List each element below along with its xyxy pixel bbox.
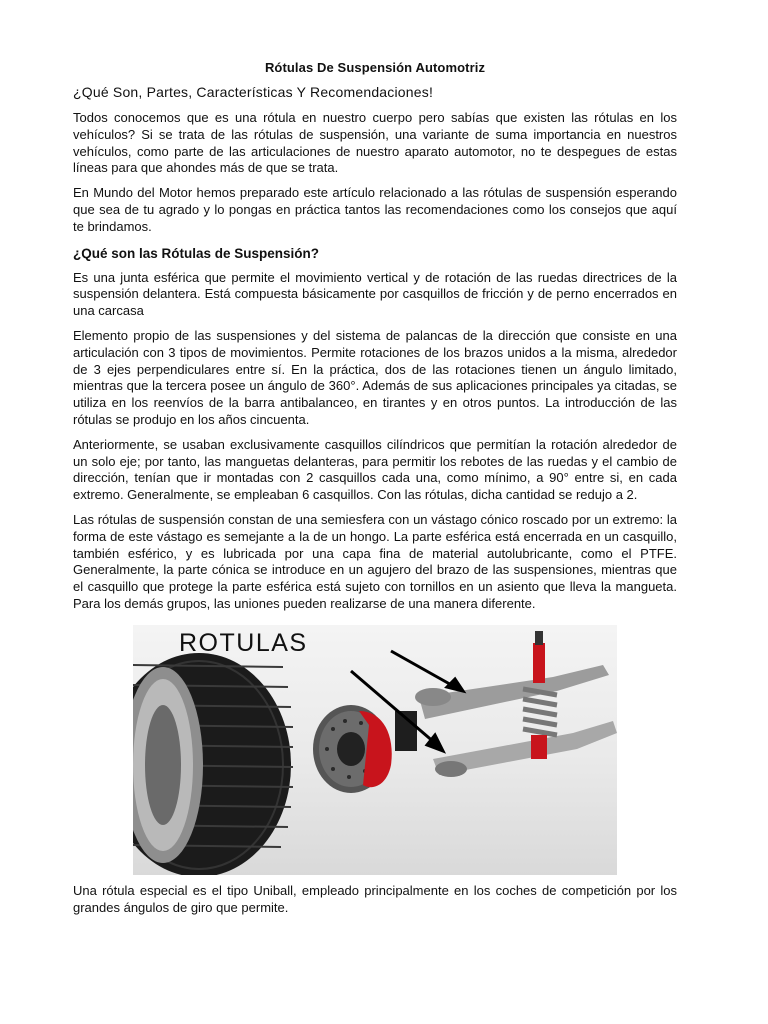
intro-paragraph-1: Todos conocemos que es una rótula en nuestro cuerpo pero sabías que existen las rótulas en los vehículos? Si se trata de las rótulas de suspensión, una variante de suma importancia en nuestros vehículos, como parte de las articulaciones de nuestro aparato automotor, no te despegues de estas líneas para que ahondes más de que se trata. [73,110,677,176]
suspension-illustration-icon [133,625,617,875]
document-title: Rótulas De Suspensión Automotriz [264,60,486,75]
section-heading: ¿Qué son las Rótulas de Suspensión? [73,245,320,261]
document-subtitle: ¿Qué Son, Partes, Características Y Recomendaciones! [73,84,434,100]
section-paragraph-1: Es una junta esférica que permite el movimiento vertical y de rotación de las ruedas directrices de la suspensión delantera. Está compuesta básicamente por casquillos de fricción y de perno encerrados en una carcasa [73,269,677,319]
section-paragraph-2: Elemento propio de las suspensiones y del sistema de palancas de la dirección que consiste en una articulación con 3 tipos de movimientos. Permite rotaciones de los brazos unidos a la misma, alrededor de 3 ejes perpendiculares entre sí. En la práctica, dos de las rotaciones tienen un ángulo limitado, mientras que la tercera posee un ángulo de 360°. Además de sus aplicaciones principales ya citadas, se utiliza en los reenvíos de la barra antibalanceo, en tirantes y en otros puntos. La introducción de las rótulas se produjo en los años cincuenta. [73,327,677,427]
figure-label: ROTULAS [179,628,308,657]
intro-paragraph-2: En Mundo del Motor hemos preparado este artículo relacionado a las rótulas de suspensión esperando que sea de tu agrado y lo pongas en práctica tantos las recomendaciones como los consejos que aquí te brindamos. [73,185,677,234]
tire-graphic [133,653,293,875]
brake-disc-graphic [313,705,392,793]
section-paragraph-3: Anteriormente, se usaban exclusivamente casquillos cilíndricos que permitían la rotación alrededor de un solo eje; por tanto, las manguetas delanteras, para permitir los rebotes de las ruedas y el cambio de dirección, tenían que ir montadas con 2 casquillos cada una, como mínimo, a 90° entre si, en cada extremo. Generalmente, se empleaban 6 casquillos. Con las rótulas, dicha cantidad se redujo a 2. [73,436,677,503]
section-paragraph-4: Las rótulas de suspensión constan de una semiesfera con un vástago cónico roscado por un extremo: la forma de este vástago es semejante a la de un hongo. La parte esférica está encerrada en un casquillo, también esférico, y es lubricada por una capa fina de material autolubricante, como el PTFE. Generalmente, la parte cónica se introduce en un agujero del brazo de las suspensiones, mientras que el casquillo que protege la parte esférica está sujeto con tornillos en un asiento que lleva la mangueta. Para los demás grupos, las uniones pueden realizarse de una manera diferente. [73,511,677,611]
document-content [73,60,677,924]
closing-paragraph: Una rótula especial es el tipo Uniball, empleado principalmente en los coches de competición por los grandes ángulos de giro que permite. [73,882,677,915]
suspension-arms-graphic [395,665,617,777]
suspension-figure [133,625,617,875]
